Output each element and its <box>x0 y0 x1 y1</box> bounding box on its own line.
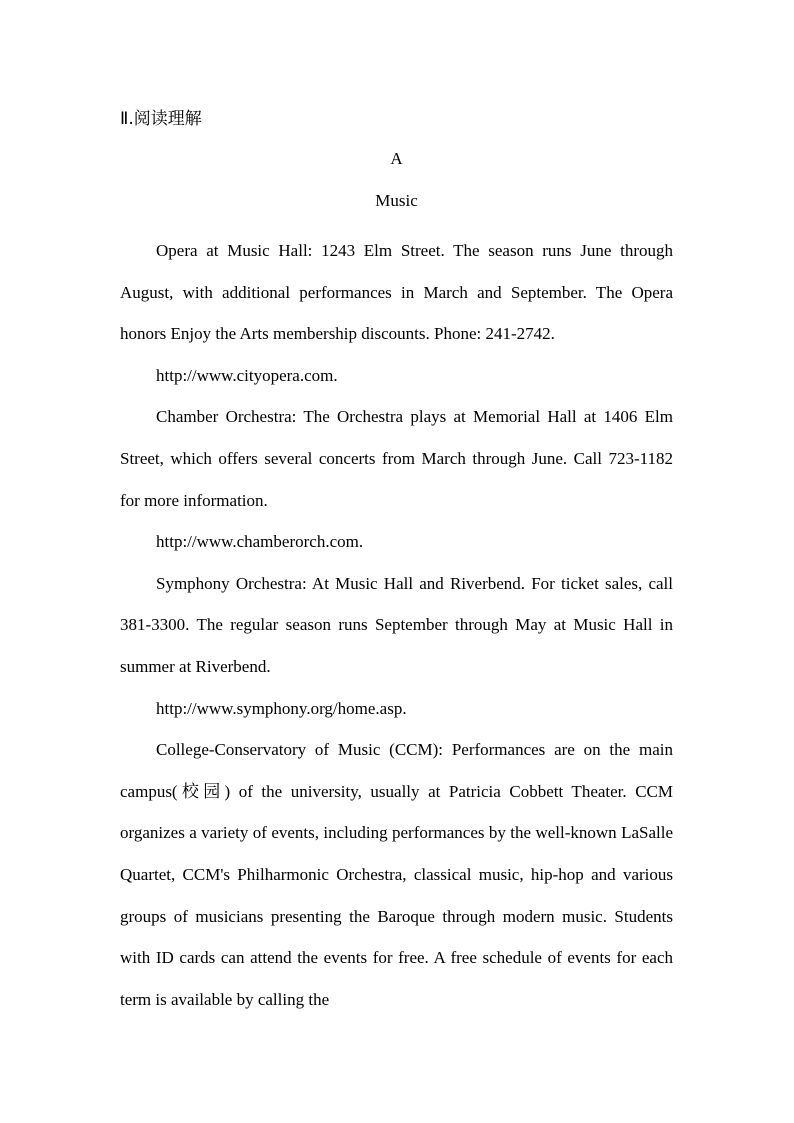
passage-letter: A <box>390 149 403 168</box>
section-title: Ⅱ.阅读理解 <box>120 109 202 129</box>
passage-body <box>120 230 673 1020</box>
chamber-orchestra-url[interactable]: http://www.chamberorch.com. <box>156 532 364 552</box>
chamber-orchestra-paragraph: Chamber Orchestra: The Orchestra plays at Memorial Hall at 1406 Elm Street, which offers several concerts from March through June. Call 723-1182 for more information. <box>120 407 673 510</box>
ccm-paragraph: College-Conservatory of Music (CCM): Performances are on the main campus(校园) of the university, usually at Patricia Cobbett Theater. CCM organizes a variety of events, including performances by the well-known LaSalle Quartet, CCM's Philharmonic Orchestra, classical music, hip-hop and various groups of musicians presenting the Baroque through modern music. Students with ID cards can attend the events for free. A free schedule of events for each term is available by calling the <box>120 740 673 1009</box>
symphony-orchestra-url[interactable]: http://www.symphony.org/home.asp. <box>156 698 407 718</box>
opera-paragraph: Opera at Music Hall: 1243 Elm Street. The season runs June through August, with additional performances in March and September. The Opera honors Enjoy the Arts membership discounts. Phone: 241-2742. <box>120 241 673 344</box>
passage-title: Music <box>375 191 418 210</box>
symphony-orchestra-paragraph: Symphony Orchestra: At Music Hall and Riverbend. For ticket sales, call 381-3300. The regular season runs September through May at Music Hall in summer at Riverbend. <box>120 573 673 676</box>
opera-url[interactable]: http://www.cityopera.com. <box>156 365 338 385</box>
